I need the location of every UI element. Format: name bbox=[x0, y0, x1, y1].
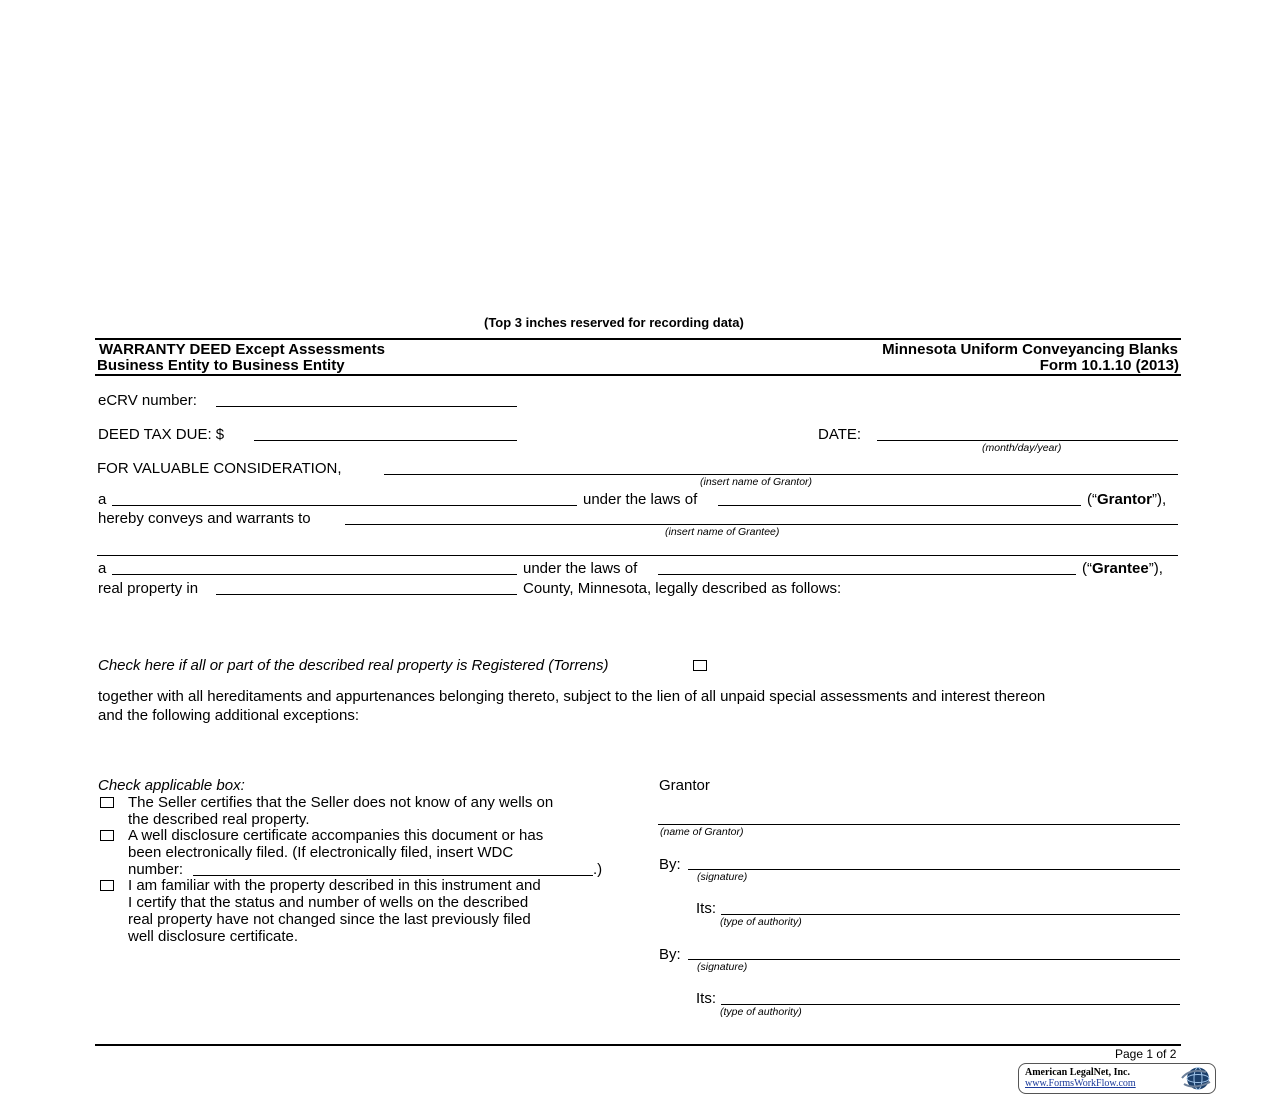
form-series: Minnesota Uniform Conveyancing Blanks bbox=[882, 341, 1178, 358]
signature-grantor-label: Grantor bbox=[659, 777, 710, 794]
wells-heading: Check applicable box: bbox=[98, 777, 245, 794]
signature-hint-1: (signature) bbox=[697, 871, 748, 883]
grantor-entity-type-field[interactable] bbox=[112, 505, 577, 506]
well-option-1-line-1: The Seller certifies that the Seller does not know of any wells on bbox=[128, 794, 554, 811]
header-top-rule bbox=[95, 338, 1181, 340]
name-of-grantor-hint: (name of Grantor) bbox=[660, 826, 744, 838]
grantor-name-field[interactable] bbox=[384, 474, 1178, 475]
under-laws-label-1: under the laws of bbox=[583, 491, 698, 508]
deed-title: WARRANTY DEED Except Assessments bbox=[99, 341, 385, 358]
well-option-2-checkbox[interactable] bbox=[100, 830, 114, 841]
wdc-number-close: .) bbox=[593, 861, 603, 878]
ecrv-label: eCRV number: bbox=[98, 392, 197, 409]
logo-company-name: American LegalNet, Inc. bbox=[1025, 1067, 1130, 1078]
deed-subtitle: Business Entity to Business Entity bbox=[97, 357, 345, 374]
its-label-1: Its: bbox=[696, 900, 717, 917]
grantee-entity-type-field[interactable] bbox=[112, 574, 517, 575]
deed-tax-label: DEED TAX DUE: $ bbox=[98, 426, 225, 443]
reserved-note: (Top 3 inches reserved for recording data) bbox=[484, 315, 744, 330]
logo-url-link[interactable]: www.FormsWorkFlow.com bbox=[1025, 1078, 1136, 1089]
wdc-number-label: number: bbox=[128, 861, 184, 878]
county-field[interactable] bbox=[216, 594, 517, 595]
grantee-entity-prefix: a bbox=[98, 560, 107, 577]
signature-field-2[interactable] bbox=[688, 959, 1180, 960]
torrens-checkbox[interactable] bbox=[693, 660, 707, 671]
authority-hint-2: (type of authority) bbox=[720, 1006, 802, 1018]
well-option-2-line-2: been electronically filed. (If electronically filed, insert WDC bbox=[128, 844, 514, 861]
well-option-1-line-2: the described real property. bbox=[128, 811, 310, 828]
ecrv-field[interactable] bbox=[216, 406, 517, 407]
well-option-2-line-1: A well disclosure certificate accompanies this document or has bbox=[128, 827, 544, 844]
authority-field-1[interactable] bbox=[721, 914, 1180, 915]
page-number: Page 1 of 2 bbox=[1115, 1047, 1177, 1061]
well-option-1-checkbox[interactable] bbox=[100, 797, 114, 808]
grantor-jurisdiction-field[interactable] bbox=[718, 505, 1081, 506]
signature-hint-2: (signature) bbox=[697, 961, 748, 973]
signature-field-1[interactable] bbox=[688, 869, 1180, 870]
well-option-3-line-2: I certify that the status and number of wells on the described bbox=[128, 894, 529, 911]
real-property-label: real property in bbox=[98, 580, 199, 597]
grantee-jurisdiction-field[interactable] bbox=[658, 574, 1076, 575]
consideration-label: FOR VALUABLE CONSIDERATION, bbox=[97, 460, 342, 477]
footer-rule bbox=[95, 1044, 1181, 1046]
grantee-defined-term: (“Grantee”), bbox=[1082, 560, 1163, 577]
american-legalnet-logo[interactable] bbox=[1018, 1063, 1216, 1094]
grantee-name-field-2[interactable] bbox=[97, 555, 1178, 556]
grantee-name-hint: (insert name of Grantee) bbox=[665, 526, 780, 538]
its-label-2: Its: bbox=[696, 990, 717, 1007]
wdc-number-field[interactable] bbox=[193, 875, 593, 876]
grantor-name-hint: (insert name of Grantor) bbox=[700, 476, 813, 488]
authority-field-2[interactable] bbox=[721, 1004, 1180, 1005]
globe-icon bbox=[1176, 1066, 1212, 1091]
by-label-1: By: bbox=[659, 856, 681, 873]
by-label-2: By: bbox=[659, 946, 681, 963]
grantor-entity-prefix: a bbox=[98, 491, 107, 508]
together-line-1: together with all hereditaments and appurtenances belonging thereto, subject to the lien of all unpaid special assessments and interest thereon bbox=[98, 688, 1046, 705]
deed-tax-field[interactable] bbox=[254, 440, 517, 441]
grantor-defined-term: (“Grantor”), bbox=[1087, 491, 1167, 508]
date-hint: (month/day/year) bbox=[982, 442, 1062, 454]
grantor-name-signature-field[interactable] bbox=[658, 824, 1180, 825]
form-number: Form 10.1.10 (2013) bbox=[1039, 357, 1179, 374]
torrens-label: Check here if all or part of the described real property is Registered (Torrens) bbox=[98, 657, 609, 674]
date-label: DATE: bbox=[818, 426, 862, 443]
county-text: County, Minnesota, legally described as follows: bbox=[523, 580, 842, 597]
well-option-3-checkbox[interactable] bbox=[100, 880, 114, 891]
together-line-2: and the following additional exceptions: bbox=[98, 707, 360, 724]
well-option-3-line-3: real property have not changed since the last previously filed bbox=[128, 911, 531, 928]
well-option-3-line-1: I am familiar with the property described in this instrument and bbox=[128, 877, 541, 894]
grantee-name-field[interactable] bbox=[345, 524, 1178, 525]
well-option-3-line-4: well disclosure certificate. bbox=[128, 928, 299, 945]
header-bottom-rule bbox=[95, 374, 1181, 376]
date-field[interactable] bbox=[877, 440, 1178, 441]
under-laws-label-2: under the laws of bbox=[523, 560, 638, 577]
conveys-label: hereby conveys and warrants to bbox=[98, 510, 311, 527]
authority-hint-1: (type of authority) bbox=[720, 916, 802, 928]
